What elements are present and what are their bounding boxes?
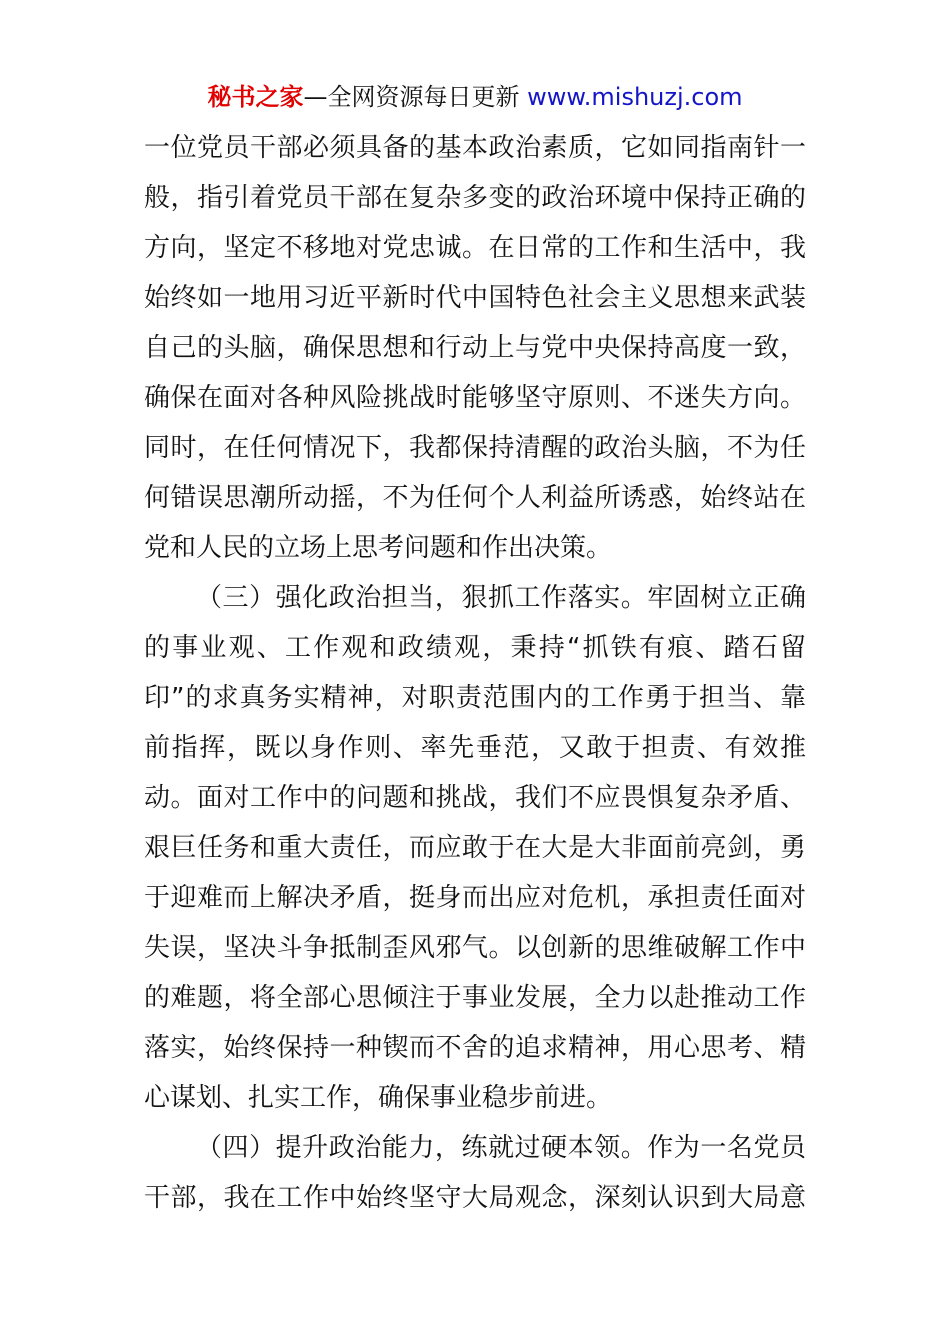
site-header xyxy=(0,80,950,114)
text-line-paragraph-end: 心谋划、扎实工作，确保事业稳步前进。 xyxy=(144,1083,613,1113)
text-line: 方向，坚定不移地对党忠诚。在日常的工作和生活中，我 xyxy=(144,233,806,263)
document-body xyxy=(144,123,806,1223)
site-url-link[interactable]: www.mishuzj.com xyxy=(527,83,743,111)
text-line: 确保在面对各种风险挑战时能够坚守原则、不迷失方向。 xyxy=(144,383,806,413)
text-line: 的事业观、工作观和政绩观，秉持“抓铁有痕、踏石留 xyxy=(144,633,806,663)
site-brand: 秘书之家 xyxy=(207,83,304,111)
text-line: 失误，坚决斗争抵制歪风邪气。以创新的思维破解工作中 xyxy=(144,933,806,963)
text-line: 艰巨任务和重大责任，而应敢于在大是大非面前亮剑，勇 xyxy=(144,833,806,863)
text-line: 一位党员干部必须具备的基本政治素质，它如同指南针一 xyxy=(144,133,806,163)
text-line: 前指挥，既以身作则、率先垂范，又敢于担责、有效推 xyxy=(144,733,806,763)
text-line: 落实，始终保持一种锲而不舍的追求精神，用心思考、精 xyxy=(144,1033,806,1063)
section-heading-line: （三）强化政治担当，狠抓工作落实。牢固树立正确 xyxy=(196,583,806,613)
text-line: 干部，我在工作中始终坚守大局观念，深刻认识到大局意 xyxy=(144,1183,806,1213)
section-heading-line: （四）提升政治能力，练就过硬本领。作为一名党员 xyxy=(196,1133,806,1163)
text-line: 何错误思潮所动摇，不为任何个人利益所诱惑，始终站在 xyxy=(144,483,806,513)
text-line: 动。面对工作中的问题和挑战，我们不应畏惧复杂矛盾、 xyxy=(144,783,806,813)
text-line: 般，指引着党员干部在复杂多变的政治环境中保持正确的 xyxy=(144,183,806,213)
text-line: 于迎难而上解决矛盾，挺身而出应对危机，承担责任面对 xyxy=(144,883,806,913)
text-line-paragraph-end: 党和人民的立场上思考问题和作出决策。 xyxy=(144,533,613,563)
text-line: 始终如一地用习近平新时代中国特色社会主义思想来武装 xyxy=(144,283,806,313)
text-line: 印”的求真务实精神，对职责范围内的工作勇于担当、靠 xyxy=(144,683,806,713)
text-line: 自己的头脑，确保思想和行动上与党中央保持高度一致， xyxy=(144,333,806,363)
text-line: 的难题，将全部心思倾注于事业发展，全力以赴推动工作 xyxy=(144,983,806,1013)
text-line: 同时，在任何情况下，我都保持清醒的政治头脑，不为任 xyxy=(144,433,806,463)
site-tagline: —全网资源每日更新 xyxy=(303,83,528,111)
